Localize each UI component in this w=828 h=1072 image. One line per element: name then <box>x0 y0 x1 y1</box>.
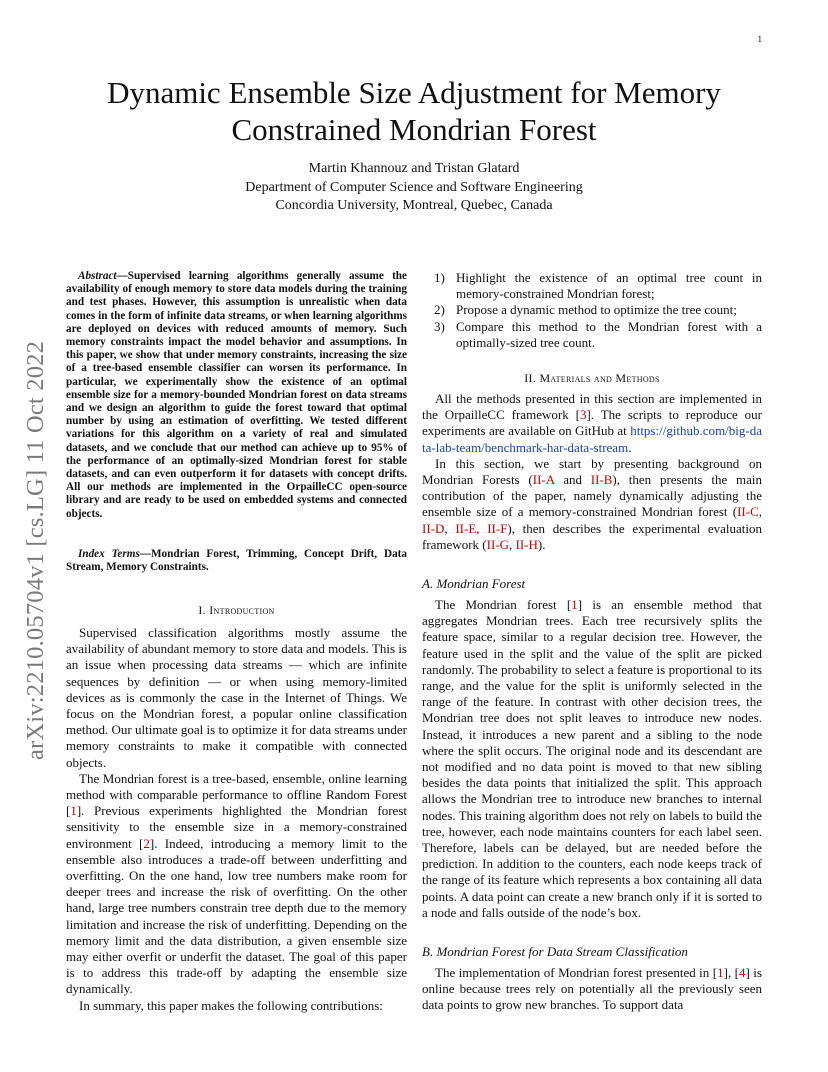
abstract <box>66 270 407 521</box>
citation-link[interactable]: 1 <box>571 597 578 612</box>
text: ] is online because trees rely on potentially all the previously seen data points to grow new branches. To support data <box>422 965 762 1013</box>
affiliation: Concordia University, Montreal, Quebec, Canada <box>275 198 553 213</box>
list-number: 2) <box>434 302 445 318</box>
text: All the methods presented in this section are implemented in the OrpailleCC framework [ <box>422 391 762 423</box>
list-text: Propose a dynamic method to optimize the tree count; <box>456 302 737 318</box>
abstract-text: —Supervised learning algorithms generally assume the availability of enough memory to store data models during the training and test phases. However, this assumption is unrealistic when data comes in the form of infinite data streams, or when learning algorithms are deployed on devices with reduced amounts of memory. Such memory constraints impact the model behavior and assumptions. In this paper, we show that under memory constraints, increasing the size of a tree-based ensemble classifier can worsen its performance. In particular, we experimentally show the existence of an optimal ensemble size for a memory-bounded Mondrian forest on data streams and we design an algorithm to guide the forest toward that optimal number by using an estimation of overfitting. We tested different variations for this algorithm on a variety of real and simulated datasets, and we conclude that our method can achieve up to 95% of the performance of an optimally-sized Mondrian forest for stable datasets, and can even outperform it for datasets with concept drifts. All our methods are implemented in the OrpailleCC open-source library and are ready to be used on embedded systems and connected objects. <box>66 270 407 520</box>
section-link[interactable]: II-F <box>487 520 508 536</box>
text: , <box>444 520 456 536</box>
arxiv-stamp-text: arXiv:2210.05704v1 [cs.LG] 11 Oct 2022 <box>22 340 49 760</box>
text: . <box>628 439 632 455</box>
subsection-heading-mondrian-forest: A. Mondrian Forest <box>422 576 526 591</box>
mondrian-forest-body <box>422 597 762 921</box>
section-link[interactable]: II-E <box>455 520 477 536</box>
contributions-list <box>422 270 762 351</box>
data-stream-body <box>422 965 762 1014</box>
text: ). <box>537 536 546 552</box>
section-link[interactable]: II-D <box>422 520 445 536</box>
github-link[interactable]: https://github.com/big-data-lab-team/benchmark-har-data-stream <box>422 423 762 455</box>
text: The Mondrian forest is a tree-based, ensemble, online learning method with comparable performance to offline Random Forest [ <box>66 770 407 819</box>
list-text: Highlight the existence of an optimal tree count in memory-constrained Mondrian forest; <box>456 270 762 302</box>
index-terms-label: Index Terms <box>78 548 140 560</box>
text: In this section, we start by presenting background on Mondrian Forests ( <box>422 455 762 488</box>
index-terms <box>66 548 407 574</box>
intro-paragraph-1: Supervised classification algorithms mostly assume the availability of abundant memory to store data and models. This is an issue when processing data streams — which are infinite sequences by definition — or when using memory-limited devices as is commonly the case in the Internet of Things. We focus on the Mondrian forest, a popular online classification method. Our ultimate goal is to optimize it for data streams under memory constraints to make it compatible with connected objects. <box>66 625 407 770</box>
section-link[interactable]: II-G <box>486 536 509 552</box>
citation-link[interactable]: 1 <box>717 965 724 980</box>
text: ]. The scripts to reproduce our experiments are available on GitHub at <box>422 407 762 439</box>
mm-paragraph-1 <box>422 391 762 456</box>
text: The Mondrian forest [ <box>435 597 572 612</box>
list-item <box>422 270 762 302</box>
introduction-body <box>66 625 407 1014</box>
section-heading-introduction: I. Introduction <box>198 603 275 617</box>
text: , <box>476 520 488 536</box>
mfb-paragraph-1 <box>422 965 762 1014</box>
page-number: 1 <box>757 34 762 44</box>
section-link[interactable]: II-A <box>532 472 555 488</box>
intro-paragraph-3: In summary, this paper makes the following contributions: <box>79 997 383 1013</box>
index-terms-text: —Mondrian Forest, Trimming, Concept Drift, Data Stream, Memory Constraints. <box>66 548 407 574</box>
mf-paragraph-1 <box>422 597 762 921</box>
text: ]. Indeed, introducing a memory limit to the ensemble also introduces a trade-off between underfitting and overfitting. On the one hand, low tree numbers make room for deeper trees and increase the risk of overfitting. On the other hand, large tree numbers constrain tree depth due to the memory limitation and increase the risk of underfitting. Depending on the memory limit and the data distribution, a given ensemble size may either overfit or underfit the dataset. The goal of this paper is to address this trade-off by adapting the ensemble size dynamically. <box>66 835 407 997</box>
authors: Martin Khannouz and Tristan Glatard <box>308 161 520 176</box>
materials-methods-body <box>422 391 762 553</box>
section-heading-materials-methods: II. Materials and Methods <box>524 371 660 385</box>
list-number: 1) <box>434 270 445 285</box>
text: ], [ <box>723 965 739 980</box>
section-link[interactable]: II-B <box>590 472 613 488</box>
arxiv-stamp <box>16 290 56 760</box>
citation-link[interactable]: 2 <box>143 835 150 851</box>
list-text: Compare this method to the Mondrian forest with a optimally-sized tree count. <box>456 318 762 350</box>
text: , <box>758 504 762 520</box>
text: ] is an ensemble method that aggregates Mondrian trees. Each tree recursively splits the feature space, similar to a regular decision tree. However, the feature used in the split and the value of the split are picked randomly. The probability to select a feature is proportional to its range, and the value for the split is uniformly selected in the range of the feature. In contrast with other decision trees, the Mondrian tree does not split leaves to introduce new nodes. Instead, it introduces a new parent and a sibling to the node where the split occurs. The original node and its descendant are not modified and no data point is moved to that new sibling besides the data points that initialized the split. This approach allows the Mondrian tree to introduce new branches to internal nodes. This training algorithm does not rely on labels to build the tree, however, each node maintains counters for each label seen. Therefore, labels can be delayed, but are needed before the prediction. In addition to the counters, each node keeps track of the range of its feature which represents a box containing all data points. A data point can create a new branch only if it is sorted to a node and falls outside of the node’s box. <box>422 597 762 920</box>
abstract-label: Abstract <box>78 270 117 282</box>
text: ]. Previous experiments highlighted the Mondrian forest sensitivity to the ensemble size in a memory-constrained environment [ <box>66 803 407 851</box>
citation-link[interactable]: 4 <box>739 965 746 980</box>
text: The implementation of Mondrian forest presented in [ <box>435 965 718 980</box>
list-item <box>422 319 762 351</box>
list-item <box>422 302 762 318</box>
citation-link[interactable]: 3 <box>579 407 587 423</box>
list-number: 3) <box>434 318 445 334</box>
department: Department of Computer Science and Software Engineering <box>245 179 583 195</box>
text: ), then describes the experimental evaluation framework ( <box>422 520 763 552</box>
text: ), then presents the main contribution of the paper, namely dynamically adjusting the ensemble size of a memory-constrained Mondrian forest ( <box>422 472 762 520</box>
section-link[interactable]: II-H <box>515 536 538 552</box>
section-link[interactable]: II-C <box>737 504 759 520</box>
citation-link[interactable]: 1 <box>70 803 77 819</box>
mm-paragraph-2 <box>422 456 762 553</box>
subsection-heading-data-stream: B. Mondrian Forest for Data Stream Classification <box>422 944 688 959</box>
text: , <box>509 536 516 552</box>
author-block <box>70 160 758 216</box>
text: and <box>554 472 591 488</box>
paper-title: Dynamic Ensemble Size Adjustment for Memory Constrained Mondrian Forest <box>107 75 721 147</box>
intro-paragraph-2 <box>66 771 407 998</box>
